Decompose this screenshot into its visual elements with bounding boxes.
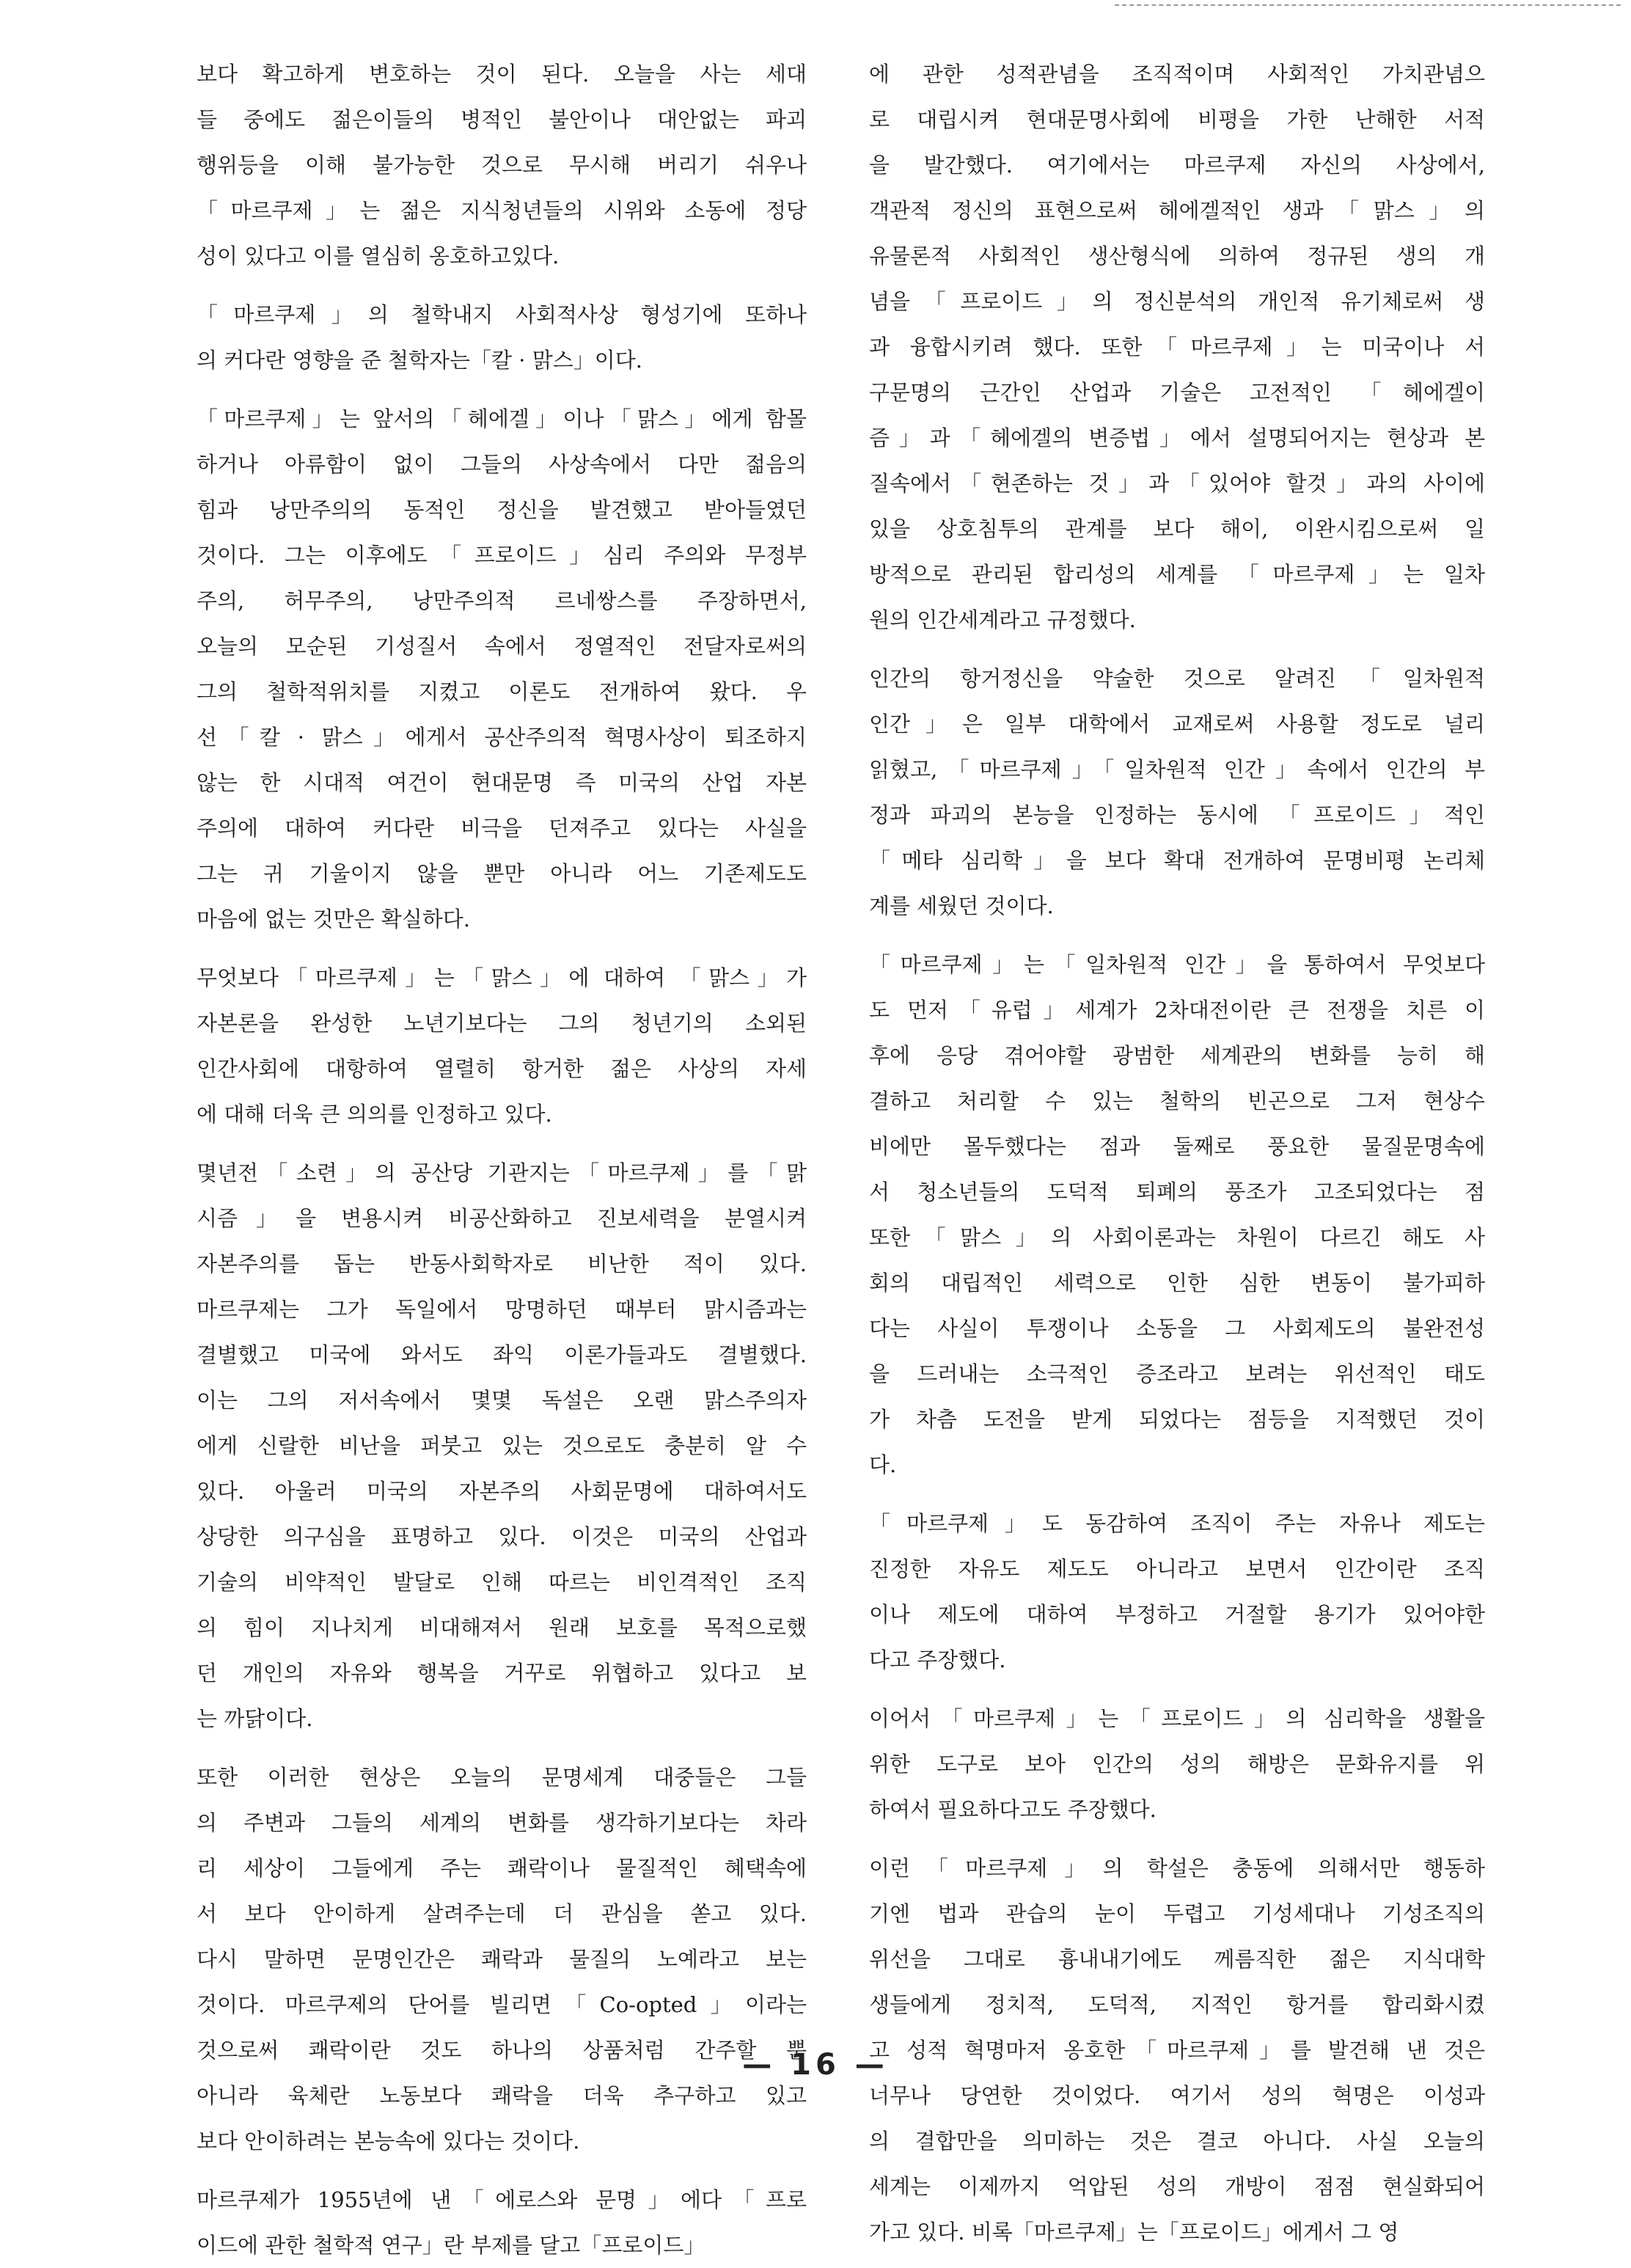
text-line: 의 결합만을 의미하는 것은 결코 아니다. 사실 오늘의 (869, 2129, 1485, 2154)
paragraph (869, 656, 1485, 929)
paragraph-gap (197, 1137, 807, 1150)
text-line: 서 보다 안이하게 살려주는데 더 관심을 쏟고 있다. (197, 1901, 807, 1926)
text-line: 보다 안이하려는 본능속에 있다는 것이다. (197, 2129, 580, 2154)
text-line: 결별했고 미국에 와서도 좌익 이론가들과도 결별했다. (197, 1342, 807, 1367)
text-line: 힘과 낭만주의의 동적인 정신을 발견했고 받아들였던 (197, 497, 807, 522)
left-column (197, 51, 807, 2268)
text-line: 을 드러내는 소극적인 증조라고 보려는 위선적인 태도 (869, 1361, 1485, 1386)
text-line: 에게 신랄한 비난을 퍼붓고 있는 것으로도 충분히 알 수 (197, 1433, 807, 1458)
paragraph (869, 942, 1485, 1488)
text-line: 「메타 심리학」을 보다 확대 전개하여 문명비평 논리체 (869, 848, 1485, 873)
text-line: 던 개인의 자유와 행복을 거꾸로 위협하고 있다고 보 (197, 1661, 807, 1686)
paragraph-gap (869, 1683, 1485, 1696)
text-line: 로 대립시켜 현대문명사회에 비평을 가한 난해한 서적 (869, 107, 1485, 132)
text-line: 자본론을 완성한 노년기보다는 그의 청년기의 소외된 (197, 1011, 807, 1036)
text-line: 후에 응당 겪어야할 광범한 세계관의 변화를 능히 해 (869, 1043, 1485, 1068)
text-line: 비에만 몰두했다는 점과 둘째로 풍요한 물질문명속에 (869, 1134, 1485, 1159)
paragraph-gap (197, 383, 807, 396)
text-line: 자본주의를 돕는 반동사회학자로 비난한 적이 있다. (197, 1251, 807, 1276)
text-line: 시즘」을 변용시켜 비공산화하고 진보세력을 분열시켜 (197, 1206, 807, 1231)
text-line: 또한「맑스」의 사회이론과는 차원이 다르긴 해도 사 (869, 1225, 1485, 1250)
text-line: 생들에게 정치적, 도덕적, 지적인 항거를 합리화시켰 (869, 1992, 1485, 2017)
text-line: 리 세상이 그들에게 주는 쾌락이나 물질적인 혜택속에 (197, 1856, 807, 1881)
text-line: 또한 이러한 현상은 오늘의 문명세계 대중들은 그들 (197, 1765, 807, 1790)
text-line: 「마르쿠제」는 앞서의「헤에겔」이나「맑스」에게 함몰 (197, 406, 807, 431)
paragraph (197, 1755, 807, 2164)
text-line: 성이 있다고 이를 열심히 옹호하고있다. (197, 244, 560, 268)
text-line: 원의 인간세계라고 규정했다. (869, 607, 1136, 632)
text-line: 무엇보다「마르쿠제」는「맑스」에 대하여 「맑스」가 (197, 965, 807, 990)
text-line: 않는 한 시대적 여건이 현대문명 즉 미국의 산업 자본 (197, 770, 807, 795)
text-line: 하여서 필요하다고도 주장했다. (869, 1797, 1157, 1822)
text-line: 에 관한 성적관념을 조직적이며 사회적인 가치관념으 (869, 62, 1485, 87)
text-line: 행위등을 이해 불가능한 것으로 무시해 버리기 쉬우나 (197, 153, 807, 178)
text-line: 마음에 없는 것만은 확실하다. (197, 907, 471, 932)
paragraph-gap (869, 643, 1485, 656)
text-line: 인간의 항거정신을 약술한 것으로 알려진「일차원적 (869, 666, 1485, 691)
right-column (869, 51, 1485, 2255)
text-line: 결하고 처리할 수 있는 철학의 빈곤으로 그저 현상수 (869, 1089, 1485, 1113)
text-line: 가 차츰 도전을 받게 되었다는 점등을 지적했던 것이 (869, 1407, 1485, 1432)
text-line: 그의 철학적위치를 지켰고 이론도 전개하여 왔다. 우 (197, 679, 807, 704)
paragraph-gap (197, 2164, 807, 2177)
text-line: 는 까닭이다. (197, 1706, 313, 1731)
text-line: 도 먼저「유럽」세계가 2차대전이란 큰 전쟁을 치른 이 (869, 998, 1485, 1023)
text-line: 주의에 대하여 커다란 비극을 던져주고 있다는 사실을 (197, 816, 807, 841)
text-line: 이드에 관한 철학적 연구」란 부제를 달고「프로이드」 (197, 2233, 705, 2258)
text-line: 너무나 당연한 것이었다. 여기서 성의 혁명은 이성과 (869, 2083, 1485, 2108)
text-line: 읽혔고,「마르쿠제」「일차원적 인간」속에서 인간의 부 (869, 757, 1485, 782)
paragraph-gap (869, 1488, 1485, 1501)
paragraph (197, 51, 807, 279)
text-line: 의 힘이 지나치게 비대해져서 원래 보호를 목적으로했 (197, 1615, 807, 1640)
text-line: 몇년전「소련」의 공산당 기관지는「마르쿠제」를「맑 (197, 1160, 807, 1185)
paragraph-gap (869, 929, 1485, 942)
paragraph-gap (869, 1832, 1485, 1846)
text-line: 보다 확고하게 변호하는 것이 된다. 오늘을 사는 세대 (197, 62, 807, 87)
text-line: 의 주변과 그들의 세계의 변화를 생각하기보다는 차라 (197, 1810, 807, 1835)
text-line: 에 대해 더욱 큰 의의를 인정하고 있다. (197, 1102, 552, 1127)
text-line: 인간사회에 대항하여 열렬히 항거한 젊은 사상의 자세 (197, 1056, 807, 1081)
text-line: 의 커다란 영향을 준 철학자는「칼 · 맑스」이다. (197, 348, 642, 373)
paragraph-gap (197, 279, 807, 292)
paragraph (869, 1501, 1485, 1683)
text-line: 들 중에도 젊은이들의 병적인 불안이나 대안없는 파괴 (197, 107, 807, 132)
text-line: 다는 사실이 투쟁이나 소동을 그 사회제도의 불완전성 (869, 1316, 1485, 1341)
paragraph (197, 955, 807, 1137)
text-line: 아니라 육체란 노동보다 쾌락을 더욱 추구하고 있고 (197, 2083, 807, 2108)
text-line: 서 청소년들의 도덕적 퇴폐의 풍조가 고조되었다는 점 (869, 1179, 1485, 1204)
text-line: 진정한 자유도 제도도 아니라고 보면서 인간이란 조직 (869, 1556, 1485, 1581)
text-line: 「마르쿠제」도 동감하여 조직이 주는 자유나 제도는 (869, 1511, 1485, 1536)
text-line: 다. (869, 1452, 897, 1477)
text-line: 즘」과「헤에겔의 변증법」에서 설명되어지는 현상과 본 (869, 425, 1485, 450)
text-line: 있을 상호침투의 관계를 보다 해이, 이완시킴으로써 일 (869, 516, 1485, 541)
text-line: 위한 도구로 보아 인간의 성의 해방은 문화유지를 위 (869, 1752, 1485, 1777)
text-line: 기술의 비약적인 발달로 인해 따르는 비인격적인 조직 (197, 1570, 807, 1595)
paragraph-gap (197, 942, 807, 955)
text-line: 마르쿠제가 1955년에 낸「에로스와 문명」에다「프로 (197, 2187, 807, 2212)
text-line: 구문명의 근간인 산업과 기술은 고전적인 「헤에겔이 (869, 380, 1485, 405)
text-line: 오늘의 모순된 기성질서 속에서 정열적인 전달자로써의 (197, 634, 807, 659)
text-line: 객관적 정신의 표현으로써 헤에겔적인 생과「맑스」의 (869, 198, 1485, 223)
text-line: 마르쿠제는 그가 독일에서 망명하던 때부터 맑시즘과는 (197, 1297, 807, 1322)
text-line: 이런「마르쿠제」의 학설은 충동에 의해서만 행동하 (869, 1856, 1485, 1881)
text-line: 것으로써 쾌락이란 것도 하나의 상품처럼 간주할 뿐 (197, 2038, 807, 2063)
paragraph (197, 1150, 807, 1741)
text-line: 정과 파괴의 본능을 인정하는 동시에 「프로이드」적인 (869, 802, 1485, 827)
text-line: 이는 그의 저서속에서 몇몇 독설은 오랜 맑스주의자 (197, 1388, 807, 1413)
paragraph-gap (197, 1741, 807, 1755)
text-line: 상당한 의구심을 표명하고 있다. 이것은 미국의 산업과 (197, 1524, 807, 1549)
page-number: — 16 — (742, 2048, 889, 2082)
text-line: 회의 대립적인 세력으로 인한 심한 변동이 불가피하 (869, 1270, 1485, 1295)
paragraph (869, 51, 1485, 643)
text-line: 이어서「마르쿠제」는「프로이드」의 심리학을 생활을 (869, 1706, 1485, 1731)
text-line: 것이다. 마르쿠제의 단어를 빌리면「Co-opted」이라는 (197, 1992, 807, 2017)
text-line: 기엔 법과 관습의 눈이 두렵고 기성세대나 기성조직의 (869, 1901, 1485, 1926)
text-line: 것이다. 그는 이후에도「프로이드」심리 주의와 무정부 (197, 543, 807, 568)
text-line: 다시 말하면 문명인간은 쾌락과 물질의 노예라고 보는 (197, 1947, 807, 1972)
text-line: 을 발간했다. 여기에서는 마르쿠제 자신의 사상에서, (869, 153, 1485, 178)
text-line: 하거나 아류함이 없이 그들의 사상속에서 다만 젊음의 (197, 452, 807, 477)
text-line: 선「칼 · 맑스」에게서 공산주의적 혁명사상이 퇴조하지 (197, 725, 807, 750)
text-line: 인간」은 일부 대학에서 교재로써 사용할 정도로 널리 (869, 712, 1485, 736)
paragraph (197, 2177, 807, 2268)
text-line: 「마르쿠제」는 젊은 지식청년들의 시위와 소동에 정당 (197, 198, 807, 223)
paragraph (197, 396, 807, 942)
text-line: 념을「프로이드」의 정신분석의 개인적 유기체로써 생 (869, 289, 1485, 314)
text-line: 주의, 허무주의, 낭만주의적 르네쌍스를 주장하면서, (197, 588, 807, 613)
text-line: 가고 있다. 비록「마르쿠제」는「프로이드」에게서 그 영 (869, 2220, 1399, 2245)
text-line: 고 성적 혁명마저 옹호한「마르쿠제」를 발견해 낸 것은 (869, 2038, 1485, 2063)
text-line: 방적으로 관리된 합리성의 세계를 「마르쿠제」는 일차 (869, 562, 1485, 587)
text-line: 그는 귀 기울이지 않을 뿐만 아니라 어느 기존제도도 (197, 861, 807, 886)
text-line: 이나 제도에 대하여 부정하고 거절할 용기가 있어야한 (869, 1602, 1485, 1627)
header-rule (1115, 4, 1621, 8)
text-line: 다고 주장했다. (869, 1647, 1006, 1672)
text-line: 질속에서「현존하는 것」과「있어야 할것」과의 사이에 (869, 471, 1485, 496)
text-line: 위선을 그대로 흉내내기에도 께름직한 젊은 지식대학 (869, 1947, 1485, 1972)
text-line: 과 융합시키려 했다. 또한「마르쿠제」는 미국이나 서 (869, 334, 1485, 359)
text-line: 있다. 아울러 미국의 자본주의 사회문명에 대하여서도 (197, 1479, 807, 1504)
text-line: 계를 세웠던 것이다. (869, 893, 1054, 918)
text-line: 「마르쿠제」는「일차원적 인간」을 통하여서 무엇보다 (869, 952, 1485, 977)
text-line: 「마르쿠제」의 철학내지 사회적사상 형성기에 또하나 (197, 302, 807, 327)
text-line: 유물론적 사회적인 생산형식에 의하여 정규된 생의 개 (869, 244, 1485, 268)
paragraph (869, 1696, 1485, 1832)
paragraph (197, 292, 807, 383)
text-line: 세계는 이제까지 억압된 성의 개방이 점점 현실화되어 (869, 2174, 1485, 2199)
